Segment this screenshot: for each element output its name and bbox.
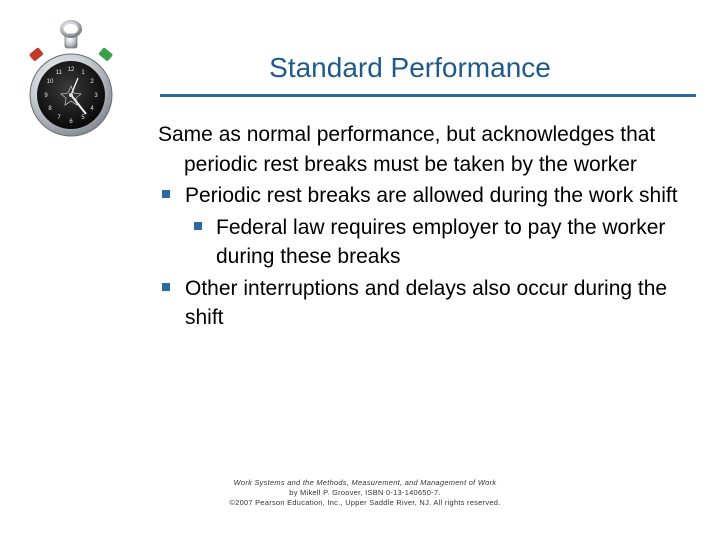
square-bullet-icon (194, 222, 202, 230)
dial-number: 6 (69, 119, 73, 125)
footer-copyright: ©2007 Pearson Education, Inc., Upper Saddle River, NJ. All rights reserved. (229, 498, 501, 507)
square-bullet-icon (162, 190, 170, 198)
slide-body (158, 120, 698, 335)
dial-number: 1 (81, 70, 85, 76)
dial-number: 7 (57, 115, 61, 121)
bullet-text: Periodic rest breaks are allowed during the work shift (185, 184, 678, 207)
dial-number: 5 (81, 115, 85, 121)
bullet-item (158, 274, 698, 333)
slide-title: Standard Performance (269, 52, 551, 83)
dial-number: 9 (44, 93, 48, 99)
bullet-text: Federal law requires employer to pay the worker during these breaks (216, 215, 666, 268)
footer-book-title: Work Systems and the Methods, Measurement, and Management of Work (233, 478, 497, 487)
footer-author: by Mikell P. Groover, ISBN 0-13-140650-7. (289, 488, 441, 497)
dial-number: 2 (90, 79, 94, 85)
title-divider (160, 94, 696, 97)
slide-footer (200, 478, 530, 508)
dial-number: 8 (48, 106, 52, 112)
dial-number: 4 (90, 106, 94, 112)
bullet-text: Other interruptions and delays also occur during the shift (185, 276, 668, 329)
lead-paragraph: Same as normal performance, but acknowledges that periodic rest breaks must be taken by the worker (158, 123, 656, 176)
dial-number: 11 (55, 70, 63, 76)
dial-number: 10 (46, 79, 54, 85)
sub-bullet-item (158, 213, 698, 272)
square-bullet-icon (162, 283, 170, 291)
dial-number: 3 (94, 93, 98, 99)
stopwatch-icon (26, 20, 116, 138)
dial-number: 12 (67, 67, 75, 73)
bullet-item (158, 181, 698, 211)
